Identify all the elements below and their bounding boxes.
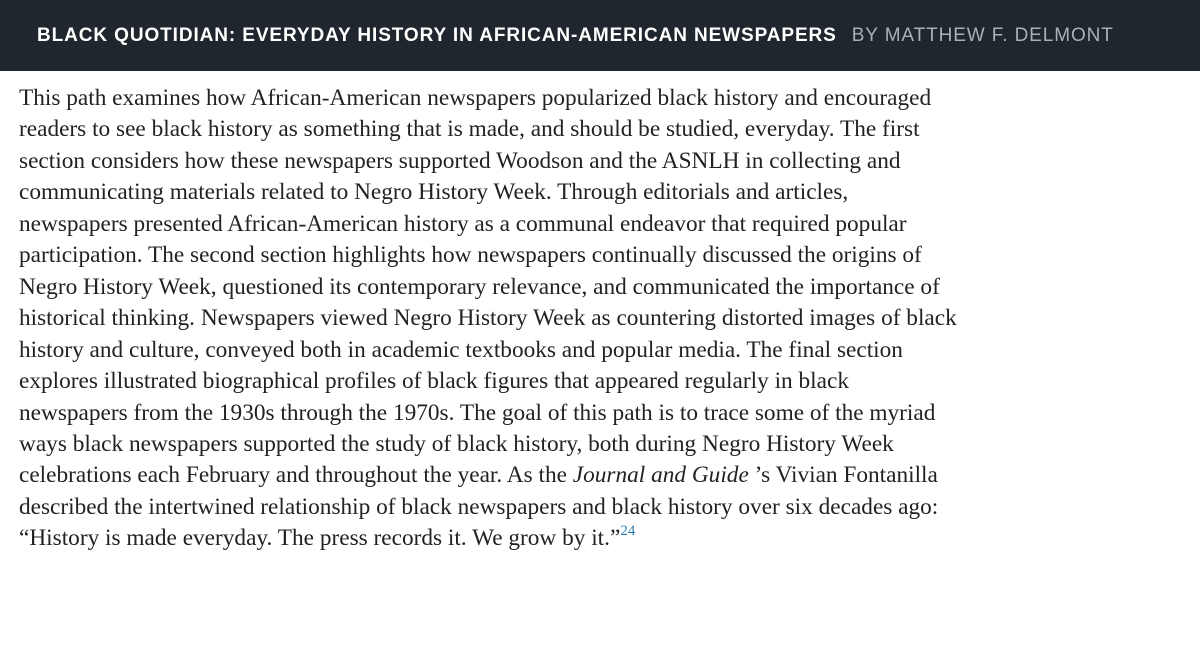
paragraph-line: section considers how these newspapers supported Woodson and the ASNLH in collecting and xyxy=(19,147,901,174)
paragraph-line: described the intertwined relationship of black newspapers and black history over six decades ago: xyxy=(19,493,939,520)
line-text: celebrations each February and throughout the year. As the xyxy=(19,462,573,489)
paragraph-line xyxy=(19,460,1189,491)
line-text: ’s Vivian Fontanilla xyxy=(748,462,938,489)
site-header xyxy=(0,0,1200,71)
paragraph-line: newspapers from the 1930s through the 1970s. The goal of this path is to trace some of the myriad xyxy=(19,399,936,426)
paragraph-line: history and culture, conveyed both in academic textbooks and popular media. The final section xyxy=(19,336,903,363)
footnote-link[interactable]: 24 xyxy=(620,522,636,539)
paragraph-line: communicating materials related to Negro History Week. Through editorials and articles, xyxy=(19,179,849,206)
site-title-link[interactable]: BLACK QUOTIDIAN: EVERYDAY HISTORY IN AFRICAN-AMERICAN NEWSPAPERS xyxy=(37,24,837,46)
paragraph-line: historical thinking. Newspapers viewed Negro History Week as countering distorted images of black xyxy=(19,305,957,332)
paragraph-line: participation. The second section highlights how newspapers continually discussed the origins of xyxy=(19,242,922,269)
paragraph-line xyxy=(19,523,1189,554)
quote-text: “History is made everyday. The press records it. We grow by it.” xyxy=(19,525,621,552)
paragraph-line: Negro History Week, questioned its contemporary relevance, and communicated the importance of xyxy=(19,273,940,300)
paragraph-line: ways black newspapers supported the study of black history, both during Negro History Week xyxy=(19,430,894,457)
paragraph-line: This path examines how African-American newspapers popularized black history and encouraged xyxy=(19,85,932,111)
article-body xyxy=(19,83,1189,555)
paragraph-line: newspapers presented African-American history as a communal endeavor that required popular xyxy=(19,210,907,237)
paragraph-line: readers to see black history as something that is made, and should be studied, everyday. The first xyxy=(19,116,920,143)
publication-title: Journal and Guide xyxy=(572,462,749,489)
paragraph-line: explores illustrated biographical profiles of black figures that appeared regularly in black xyxy=(19,368,849,395)
author-byline: BY MATTHEW F. DELMONT xyxy=(851,24,1114,46)
